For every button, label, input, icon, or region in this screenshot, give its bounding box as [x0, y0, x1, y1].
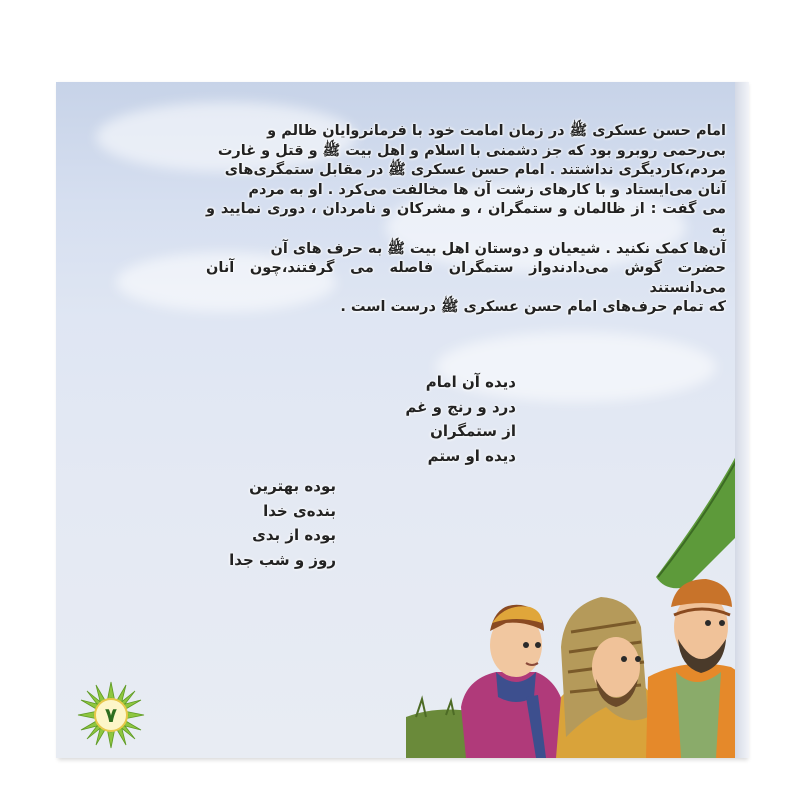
poem-line: بوده از بدی — [252, 526, 336, 544]
paragraph-line: امام حسن عسکری ﷺ در زمان امامت خود با فرمانروایان ظالم و — [267, 123, 726, 139]
bearded-man-figure — [646, 579, 746, 758]
poem-line: بنده‌ی خدا — [263, 501, 336, 520]
story-paragraph — [206, 122, 726, 318]
leaf-illustration — [656, 437, 746, 588]
paragraph-line: آن‌ها کمک نکنید . شیعیان و دوستان اهل بیت ﷺ به حرف های آن — [270, 240, 726, 257]
poem-line: درد و رنج و غم — [405, 397, 516, 416]
poem-line: از ستمگران — [430, 422, 516, 440]
poem-line: دیده او ستم — [427, 446, 516, 465]
poem-line: بوده بهترین — [249, 477, 336, 495]
boy-figure — [461, 605, 571, 758]
paragraph-line: می گفت : از ظالمان و ستمگران ، و مشرکان و نامردان ، دوری نمایید و به — [206, 201, 726, 237]
paragraph-line: مردم،کاردیگری نداشتند . امام حسن عسکری ﷺ در مقابل ستمگری‌های — [224, 162, 726, 179]
paragraph-line: که تمام حرف‌های امام حسن عسکری ﷺ درست است . — [340, 299, 726, 316]
paragraph-line: آنان می‌ایستاد و با کارهای زشت آن ها مخالفت می‌کرد . او به مردم — [248, 181, 726, 198]
paragraph-line: حضرت گوش می‌دادندواز ستمگران فاصله می گرفتند،چون آنان می‌دانستند — [206, 260, 726, 296]
page-edge — [735, 82, 749, 758]
page-number-badge — [76, 680, 146, 750]
paragraph-line: بی‌رحمی روبرو بود که جز دشمنی با اسلام و اهل بیت ﷺ و قتل و غارت — [217, 142, 726, 159]
poem-line: دیده آن امام — [425, 373, 516, 391]
page-number: ۷ — [104, 703, 118, 727]
illustration — [386, 417, 746, 758]
book-page — [56, 82, 746, 758]
poem-stanza-2 — [176, 474, 336, 572]
poem-line: روز و شب جدا — [229, 550, 336, 569]
